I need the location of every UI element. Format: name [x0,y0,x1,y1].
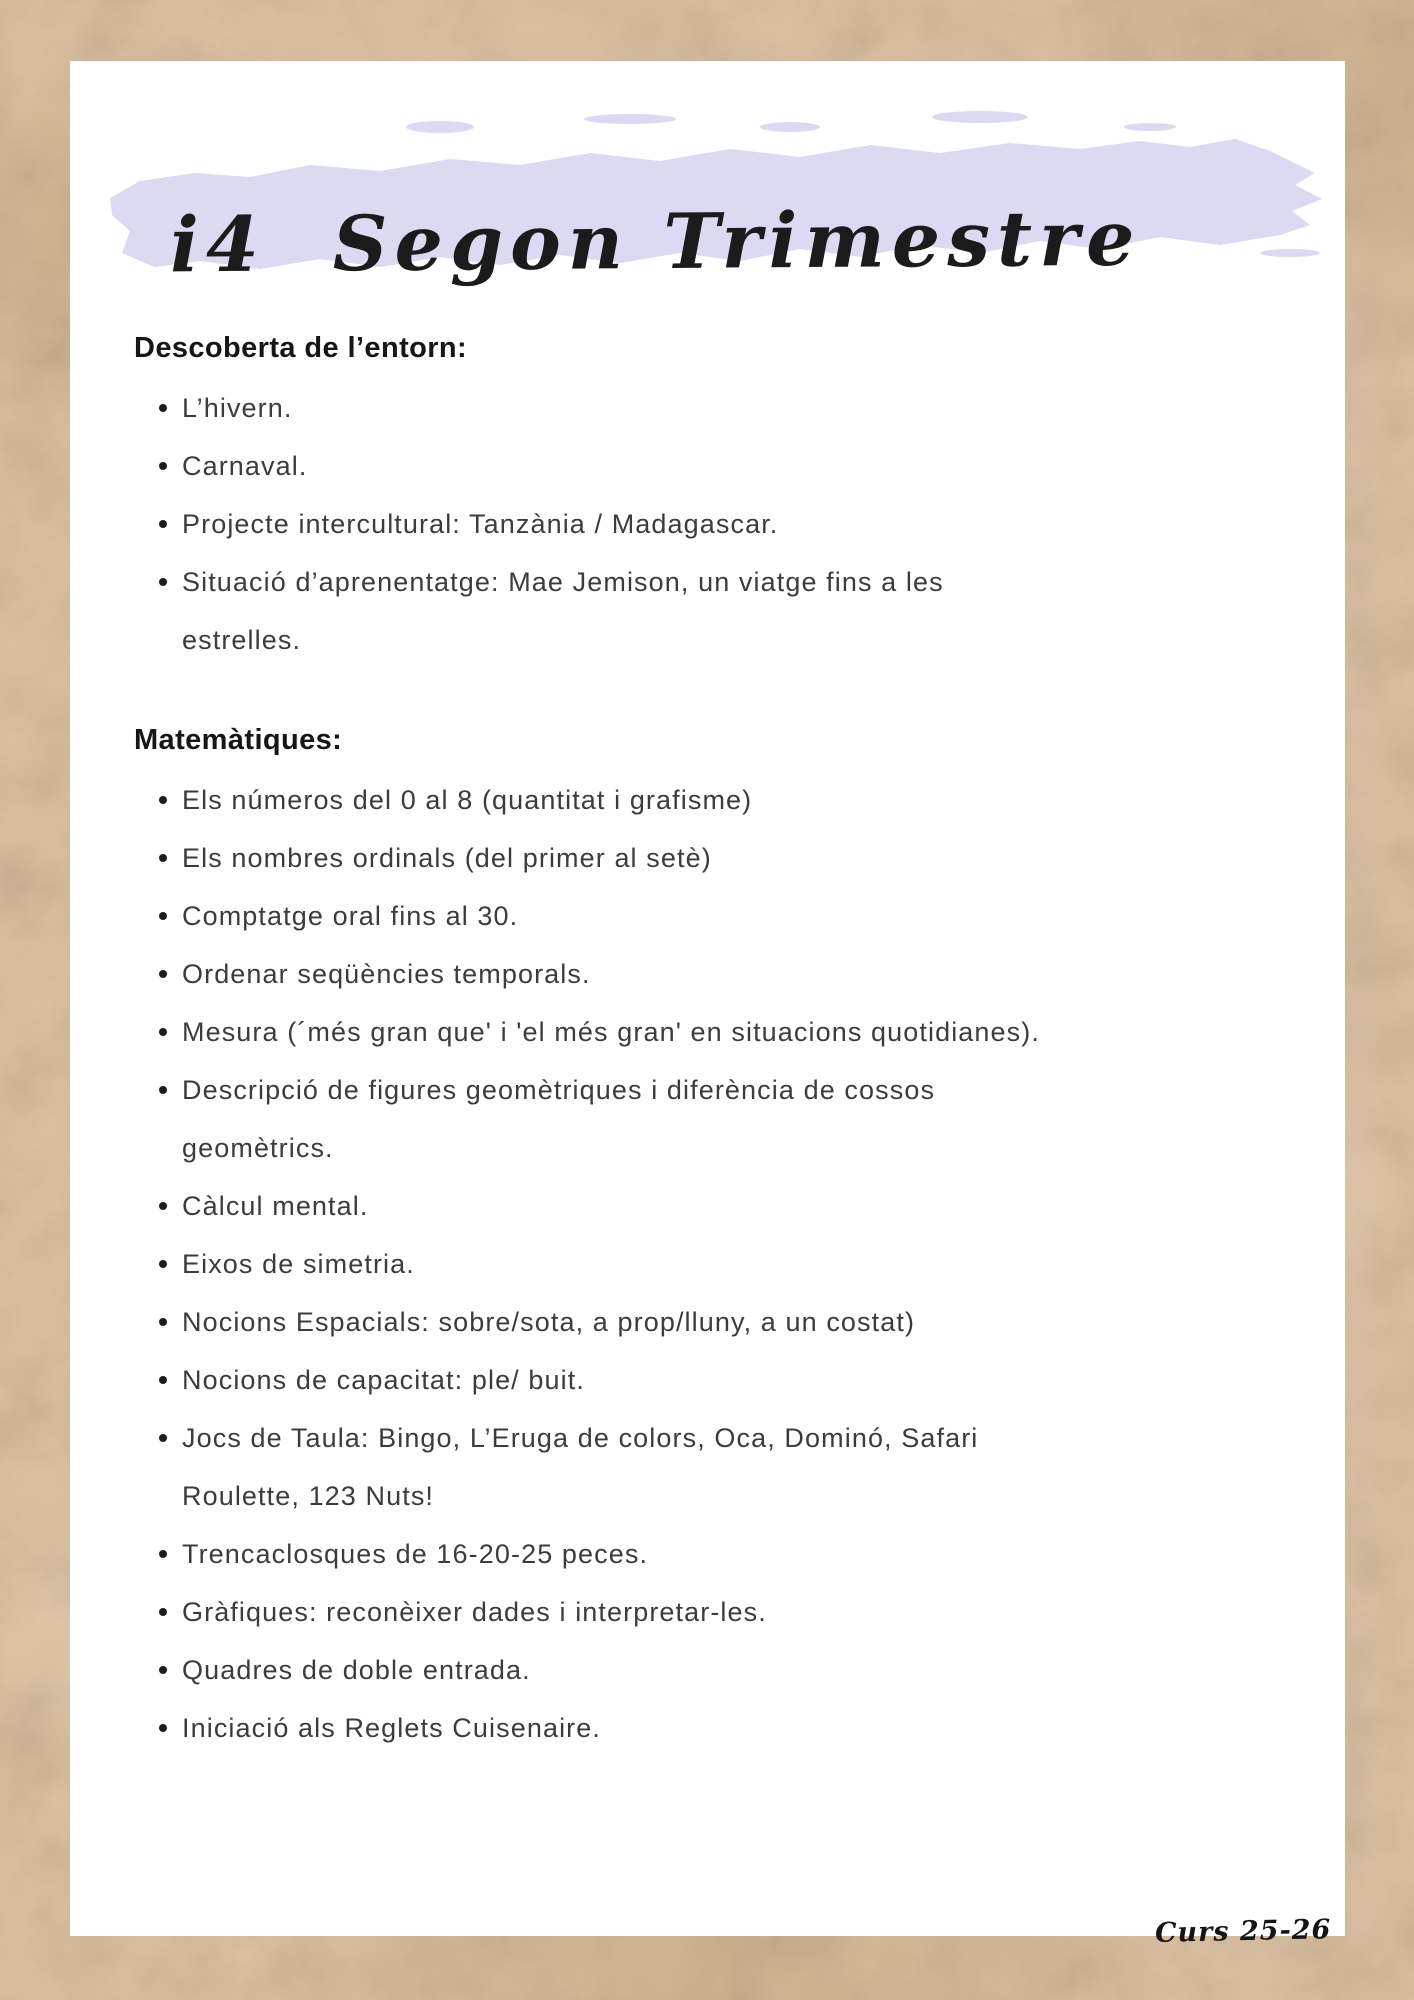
list-item: Els números del 0 al 8 (quantitat i grafisme) [134,771,1046,829]
list-item: Els nombres ordinals (del primer al setè) [134,829,1046,887]
list-item: Nocions Espacials: sobre/sota, a prop/lluny, a un costat) [134,1293,1046,1351]
list-item: Eixos de simetria. [134,1235,1046,1293]
section-heading: Descoberta de l’entorn: [134,332,468,364]
list-item: Carnaval. [134,437,1046,495]
list-item: Jocs de Taula: Bingo, L’Eruga de colors, Oca, Dominó, Safari Roulette, 123 Nuts! [134,1409,1046,1525]
bullet-list [134,379,1046,669]
list-item: Iniciació als Reglets Cuisenaire. [134,1699,1046,1757]
list-item: Descripció de figures geomètriques i diferència de cossos geomètrics. [134,1061,1046,1177]
list-item: Ordenar seqüències temporals. [134,945,1046,1003]
section [134,721,1154,1757]
list-item: Nocions de capacitat: ple/ buit. [134,1351,1046,1409]
list-item: L’hivern. [134,379,1046,437]
list-item: Trencaclosques de 16-20-25 peces. [134,1525,1046,1583]
footer-course-label: Curs 25-26 [1154,1914,1332,1949]
page-title: i4 Segon Trimestre [169,193,1142,290]
list-item: Situació d’aprenentatge: Mae Jemison, un viatge fins a les estrelles. [134,553,1046,669]
content [134,329,1154,1809]
list-item: Comptatge oral fins al 30. [134,887,1046,945]
bullet-list [134,771,1046,1757]
list-item: Projecte intercultural: Tanzània / Madagascar. [134,495,1046,553]
list-item: Càlcul mental. [134,1177,1046,1235]
list-item: Quadres de doble entrada. [134,1641,1046,1699]
document-card [70,61,1345,1936]
list-item: Mesura (´més gran que' i 'el més gran' en situacions quotidianes). [134,1003,1046,1061]
section-heading: Matemàtiques: [134,724,343,756]
section [134,329,1154,669]
list-item: Gràfiques: reconèixer dades i interpretar-les. [134,1583,1046,1641]
